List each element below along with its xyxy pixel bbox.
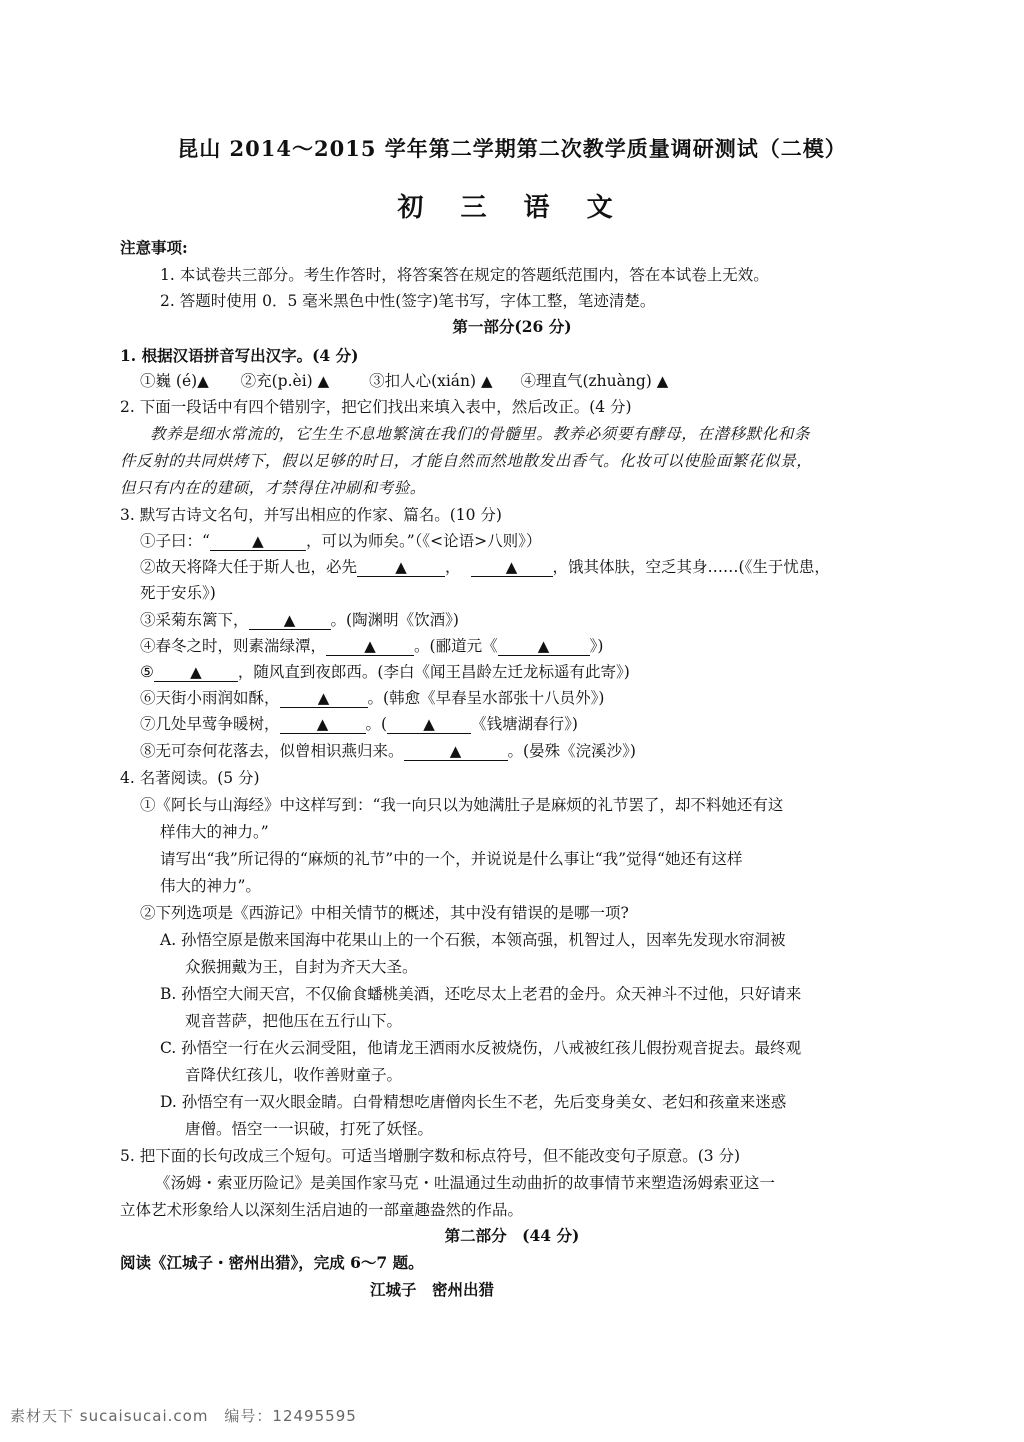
q4-option-line: A. 孙悟空原是傲来国海中花果山上的一个石猴，本领高强，机智过人，因率先发现水帘洞被 [160, 931, 786, 949]
answer-blank [326, 637, 414, 656]
answer-triangle-icon: ▲ [537, 637, 550, 655]
answer-blank [387, 715, 471, 734]
answer-triangle-icon: ▲ [656, 372, 669, 390]
q4-option-line: D. 孙悟空有一双火眼金睛。白骨精想吃唐僧肉长生不老，先后变身美女、老妇和孩童来迷惑 [160, 1093, 787, 1111]
q2-passage-line: 但只有内在的建硕，才禁得住冲刷和考验。 [120, 479, 426, 497]
q4-sub2-stem: ②下列选项是《西游记》中相关情节的概述，其中没有错误的是哪一项? [140, 904, 629, 922]
q2-passage-line: 件反射的共同烘烤下，假以足够的时日，才能自然而然地散发出香气。化妆可以使脸面繁花似景， [120, 452, 813, 470]
answer-blank [404, 742, 508, 761]
answer-triangle-icon: ▲ [190, 663, 202, 681]
q4-stem: 4. 名著阅读。(5 分) [120, 769, 260, 787]
answer-blank [357, 558, 445, 577]
subject-title: 初 三 语 文 [397, 193, 627, 223]
exam-title: 昆山 2014～2015 学年第二学期第二次教学质量调研测试（二模） [177, 136, 847, 161]
q3-line-1: ①子曰：“ ▲ ，可以为师矣。”（《<论语>八则》） [140, 532, 542, 550]
poem-title: 江城子 密州出猎 [370, 1280, 495, 1299]
q3-line-8: ⑧无可奈何花落去，似曾相识燕归来。 ▲ 。(晏殊《浣溪沙》) [140, 742, 636, 760]
answer-blank [280, 715, 366, 734]
answer-blank [210, 532, 306, 551]
q3-line-6: ⑥天街小雨润如酥， ▲ 。(韩愈《早春呈水部张十八员外》) [140, 689, 605, 707]
q5-text-line: 《汤姆・索亚历险记》是美国作家马克・吐温通过生动曲折的故事情节来塑造汤姆索亚这一 [155, 1174, 776, 1192]
q1-item: ④理直气(zhuàng) [520, 372, 652, 390]
answer-triangle-icon: ▲ [395, 558, 407, 576]
q4-sub1-line: 请写出“我”所记得的“麻烦的礼节”中的一个，并说说是什么事让“我”觉得“她还有这样 [160, 850, 743, 868]
answer-triangle-icon: ▲ [423, 715, 435, 733]
notice-heading: 注意事项: [120, 238, 188, 257]
q4-option-line: C. 孙悟空一行在火云洞受阻，他请龙王洒雨水反被烧伤，八戒被红孩儿假扮观音捉去。最终观 [160, 1039, 802, 1057]
q3-line-4: ④春冬之时，则素湍绿潭， ▲ 。(郦道元《 ▲ 》) [140, 637, 604, 655]
q1-item: ②充(p.èi) [240, 372, 313, 390]
q4-option-line: 唐僧。悟空一一识破，打死了妖怪。 [185, 1120, 434, 1138]
q5-stem: 5. 把下面的长句改成三个短句。可适当增删字数和标点符号，但不能改变句子原意。(3 分) [120, 1147, 741, 1165]
answer-triangle-icon: ▲ [505, 558, 518, 576]
watermark: 素材天下 sucaisucai.com 编号：12495595 [10, 1407, 357, 1425]
reading-instruction: 阅读《江城子・密州出猎》，完成 6～7 题。 [120, 1253, 424, 1272]
part1-heading: 第一部分(26 分) [452, 317, 572, 336]
part2-heading: 第二部分 (44 分) [444, 1226, 580, 1245]
answer-triangle-icon: ▲ [197, 372, 209, 390]
q3-line-5: ⑤ ▲ ，随风直到夜郎西。(李白《闻王昌龄左迁龙标遥有此寄》) [140, 663, 630, 681]
notice-item: 2. 答题时使用 0．5 毫米黑色中性(签字)笔书写，字体工整，笔迹清楚。 [160, 292, 656, 310]
q3-line-2-cont: 死于安乐》) [140, 584, 216, 602]
q4-option-line: 观音菩萨，把他压在五行山下。 [185, 1012, 403, 1030]
answer-blank [154, 663, 238, 682]
q2-passage-line: 教养是细水常流的，它生生不息地繁演在我们的骨髓里。教养必须要有酵母，在潜移默化和条 [150, 425, 811, 443]
answer-triangle-icon: ▲ [283, 611, 296, 629]
q3-stem: 3. 默写古诗文名句，并写出相应的作家、篇名。(10 分) [120, 506, 502, 524]
answer-triangle-icon: ▲ [481, 372, 493, 390]
q1-item: ①巍 (é) [140, 372, 198, 390]
q5-text-line: 立体艺术形象给人以深刻生活启迪的一部童趣盎然的作品。 [120, 1201, 524, 1219]
q4-sub1-line: 样伟大的神力。” [160, 823, 269, 841]
q4-option-line: 音降伏红孩儿，收作善财童子。 [185, 1066, 403, 1084]
answer-blank [471, 558, 553, 577]
answer-blank [498, 637, 590, 656]
q1-stem: 1. 根据汉语拼音写出汉字。(4 分) [120, 346, 359, 365]
q4-option-line: 众猴拥戴为王，自封为齐天大圣。 [185, 958, 418, 976]
q4-option-line: B. 孙悟空大闹天宫，不仅偷食蟠桃美酒，还吃尽太上老君的金丹。众天神斗不过他，只好请来 [160, 985, 802, 1003]
q4-sub1-line: 伟大的神力”。 [160, 877, 261, 895]
notice-item: 1. 本试卷共三部分。考生作答时，将答案答在规定的答题纸范围内，答在本试卷上无效。 [160, 266, 769, 284]
q3-line-7: ⑦几处早莺争暖树， ▲ 。( ▲ 《钱塘湖春行》) [140, 715, 578, 733]
q1-item: ③扣人心(xián) [369, 372, 477, 390]
answer-triangle-icon: ▲ [316, 715, 329, 733]
answer-blank [249, 611, 331, 630]
q3-line-3: ③采菊东篱下， ▲ 。(陶渊明《饮酒》) [140, 611, 459, 629]
q1-items-row [140, 371, 668, 391]
answer-triangle-icon: ▲ [449, 742, 462, 760]
q4-sub1-line: ①《阿长与山海经》中这样写到：“我一向只以为她满肚子是麻烦的礼节罢了，却不料她还有这 [140, 796, 784, 814]
answer-blank [280, 689, 368, 708]
answer-triangle-icon: ▲ [252, 532, 264, 550]
q2-stem: 2. 下面一段话中有四个错别字，把它们找出来填入表中，然后改正。(4 分) [120, 398, 632, 416]
answer-triangle-icon: ▲ [364, 637, 376, 655]
answer-triangle-icon: ▲ [317, 689, 330, 707]
answer-triangle-icon: ▲ [317, 372, 330, 390]
q3-line-2: ②故天将降大任于斯人也，必先 ▲ ， ▲ ，饿其体肤，空乏其身……(《生于忧患， [140, 558, 830, 576]
